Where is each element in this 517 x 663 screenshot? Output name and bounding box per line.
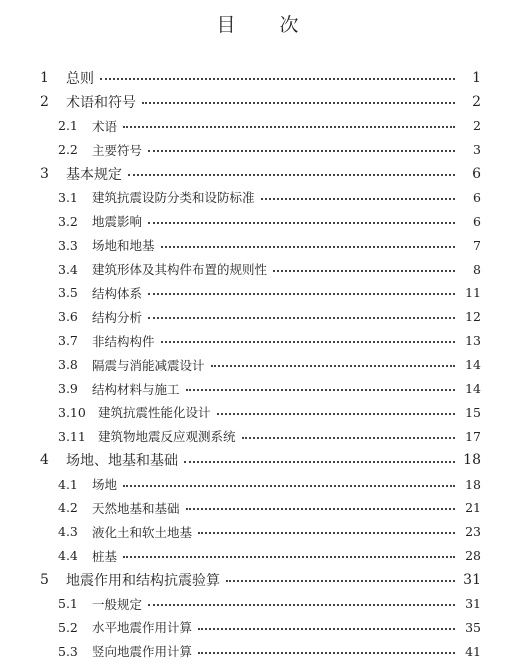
toc-entry-title: 场地和地基 [92, 238, 155, 254]
toc-entry-page-number: 28 [465, 548, 481, 564]
toc-entry-number: 3.7 [58, 333, 78, 349]
toc-entry-page-number: 23 [465, 524, 481, 540]
toc-entry-number: 4.2 [58, 500, 78, 516]
toc-entry-page-number: 35 [465, 619, 481, 635]
toc-section-entry[interactable] [0, 114, 517, 138]
toc-entry-title: 建筑抗震性能化设计 [98, 405, 211, 421]
toc-entry-title: 场地、地基和基础 [66, 453, 178, 470]
toc-entry-page-number: 31 [463, 571, 481, 588]
toc-entry-page-number: 21 [465, 500, 481, 516]
toc-dot-leader [273, 269, 455, 272]
toc-entry-title: 地震影响 [92, 214, 143, 230]
toc-section-entry[interactable] [0, 329, 517, 353]
toc-entry-number: 3.2 [58, 213, 78, 229]
toc-entry-page-number: 7 [473, 237, 481, 253]
toc-dot-leader [198, 651, 455, 654]
toc-chapter-entry[interactable] [0, 162, 517, 186]
toc-dot-leader [217, 412, 455, 415]
toc-entry-number: 4 [40, 452, 49, 469]
toc-entry-title: 天然地基和基础 [92, 500, 180, 516]
toc-entry-number: 4.1 [58, 476, 78, 492]
toc-entry-page-number: 14 [465, 357, 481, 373]
toc-dot-leader [161, 340, 455, 343]
toc-dot-leader [226, 579, 455, 582]
toc-entry-number: 1 [40, 69, 49, 86]
toc-dot-leader [148, 221, 455, 224]
toc-dot-leader [100, 77, 455, 80]
toc-entry-title: 术语 [92, 118, 118, 134]
toc-entry-number: 5 [40, 571, 49, 588]
toc-entry-title: 结构分析 [92, 309, 143, 325]
toc-entry-number: 3.4 [58, 261, 78, 277]
toc-entry-number: 3.9 [58, 381, 78, 397]
toc-entry-page-number: 17 [465, 428, 481, 444]
toc-entry-page-number: 2 [473, 118, 481, 134]
toc-entry-title: 地震作用和结构抗震验算 [66, 572, 220, 589]
toc-dot-leader [123, 484, 455, 487]
toc-entry-page-number: 6 [472, 165, 481, 182]
toc-section-entry[interactable] [0, 185, 517, 209]
toc-dot-leader [186, 507, 455, 510]
toc-dot-leader [148, 603, 455, 606]
toc-entry-page-number: 3 [473, 142, 481, 158]
toc-section-entry[interactable] [0, 377, 517, 401]
toc-entry-number: 4.3 [58, 524, 78, 540]
table-of-contents [0, 66, 517, 663]
toc-dot-leader [186, 388, 455, 391]
toc-entry-page-number: 18 [463, 452, 481, 469]
toc-dot-leader [261, 197, 455, 200]
toc-entry-page-number: 18 [465, 476, 481, 492]
toc-entry-title: 桩基 [92, 548, 118, 564]
toc-entry-page-number: 12 [465, 309, 481, 325]
toc-entry-page-number: 2 [472, 93, 481, 110]
toc-section-entry[interactable] [0, 281, 517, 305]
toc-dot-leader [198, 531, 455, 534]
toc-section-entry[interactable] [0, 138, 517, 162]
toc-section-entry[interactable] [0, 472, 517, 496]
toc-dot-leader [123, 555, 455, 558]
toc-entry-number: 2.1 [58, 118, 78, 134]
toc-dot-leader [148, 316, 455, 319]
toc-section-entry[interactable] [0, 639, 517, 663]
toc-dot-leader [123, 125, 455, 128]
toc-dot-leader [184, 460, 455, 463]
toc-section-entry[interactable] [0, 305, 517, 329]
toc-section-entry[interactable] [0, 615, 517, 639]
toc-entry-title: 结构材料与施工 [92, 381, 180, 397]
toc-entry-page-number: 41 [465, 643, 481, 659]
toc-entry-number: 5.3 [58, 643, 78, 659]
toc-chapter-entry[interactable] [0, 66, 517, 90]
toc-dot-leader [142, 101, 455, 104]
toc-entry-page-number: 31 [465, 596, 481, 612]
toc-chapter-entry[interactable] [0, 568, 517, 592]
toc-section-entry[interactable] [0, 496, 517, 520]
toc-entry-title: 总则 [66, 70, 94, 87]
toc-entry-page-number: 1 [472, 69, 481, 86]
toc-entry-title: 建筑物地震反应观测系统 [98, 429, 236, 445]
toc-dot-leader [198, 627, 455, 630]
toc-entry-number: 4.4 [58, 548, 78, 564]
toc-entry-title: 主要符号 [92, 142, 143, 158]
toc-section-entry[interactable] [0, 592, 517, 616]
toc-entry-number: 3.11 [58, 428, 86, 444]
toc-entry-title: 竖向地震作用计算 [92, 644, 193, 660]
toc-entry-page-number: 13 [465, 333, 481, 349]
toc-entry-number: 3.3 [58, 237, 78, 253]
toc-dot-leader [148, 149, 455, 152]
toc-entry-number: 2 [40, 93, 49, 110]
toc-section-entry[interactable] [0, 520, 517, 544]
toc-entry-number: 3.8 [58, 357, 78, 373]
toc-chapter-entry[interactable] [0, 448, 517, 472]
toc-section-entry[interactable] [0, 424, 517, 448]
toc-entry-number: 3.10 [58, 404, 86, 420]
toc-section-entry[interactable] [0, 544, 517, 568]
toc-entry-page-number: 6 [473, 189, 481, 205]
page-title: 目 次 [216, 14, 301, 36]
toc-entry-page-number: 11 [465, 285, 481, 301]
toc-section-entry[interactable] [0, 257, 517, 281]
toc-dot-leader [128, 173, 455, 176]
toc-chapter-entry[interactable] [0, 90, 517, 114]
toc-entry-page-number: 14 [465, 381, 481, 397]
toc-entry-title: 隔震与消能减震设计 [92, 357, 205, 373]
toc-entry-number: 5.1 [58, 596, 78, 612]
toc-entry-title: 基本规定 [66, 166, 122, 183]
toc-entry-title: 术语和符号 [66, 94, 136, 111]
toc-dot-leader [211, 364, 455, 367]
toc-entry-number: 3.1 [58, 189, 78, 205]
toc-section-entry[interactable] [0, 233, 517, 257]
toc-entry-title: 水平地震作用计算 [92, 620, 193, 636]
toc-entry-title: 结构体系 [92, 285, 143, 301]
toc-entry-title: 场地 [92, 477, 118, 493]
toc-entry-page-number: 6 [473, 213, 481, 229]
toc-entry-title: 非结构构件 [92, 333, 155, 349]
toc-entry-page-number: 8 [473, 261, 481, 277]
toc-section-entry[interactable] [0, 353, 517, 377]
toc-entry-title: 建筑形体及其构件布置的规则性 [92, 262, 268, 278]
toc-entry-page-number: 15 [465, 404, 481, 420]
toc-dot-leader [148, 292, 455, 295]
toc-dot-leader [161, 245, 455, 248]
toc-dot-leader [242, 436, 455, 439]
toc-entry-title: 建筑抗震设防分类和设防标准 [92, 190, 255, 206]
toc-entry-number: 3.5 [58, 285, 78, 301]
toc-entry-number: 3.6 [58, 309, 78, 325]
toc-section-entry[interactable] [0, 209, 517, 233]
toc-entry-title: 液化土和软土地基 [92, 524, 193, 540]
toc-entry-number: 5.2 [58, 619, 78, 635]
toc-section-entry[interactable] [0, 400, 517, 424]
toc-entry-number: 2.2 [58, 142, 78, 158]
toc-entry-number: 3 [40, 165, 49, 182]
toc-entry-title: 一般规定 [92, 596, 143, 612]
